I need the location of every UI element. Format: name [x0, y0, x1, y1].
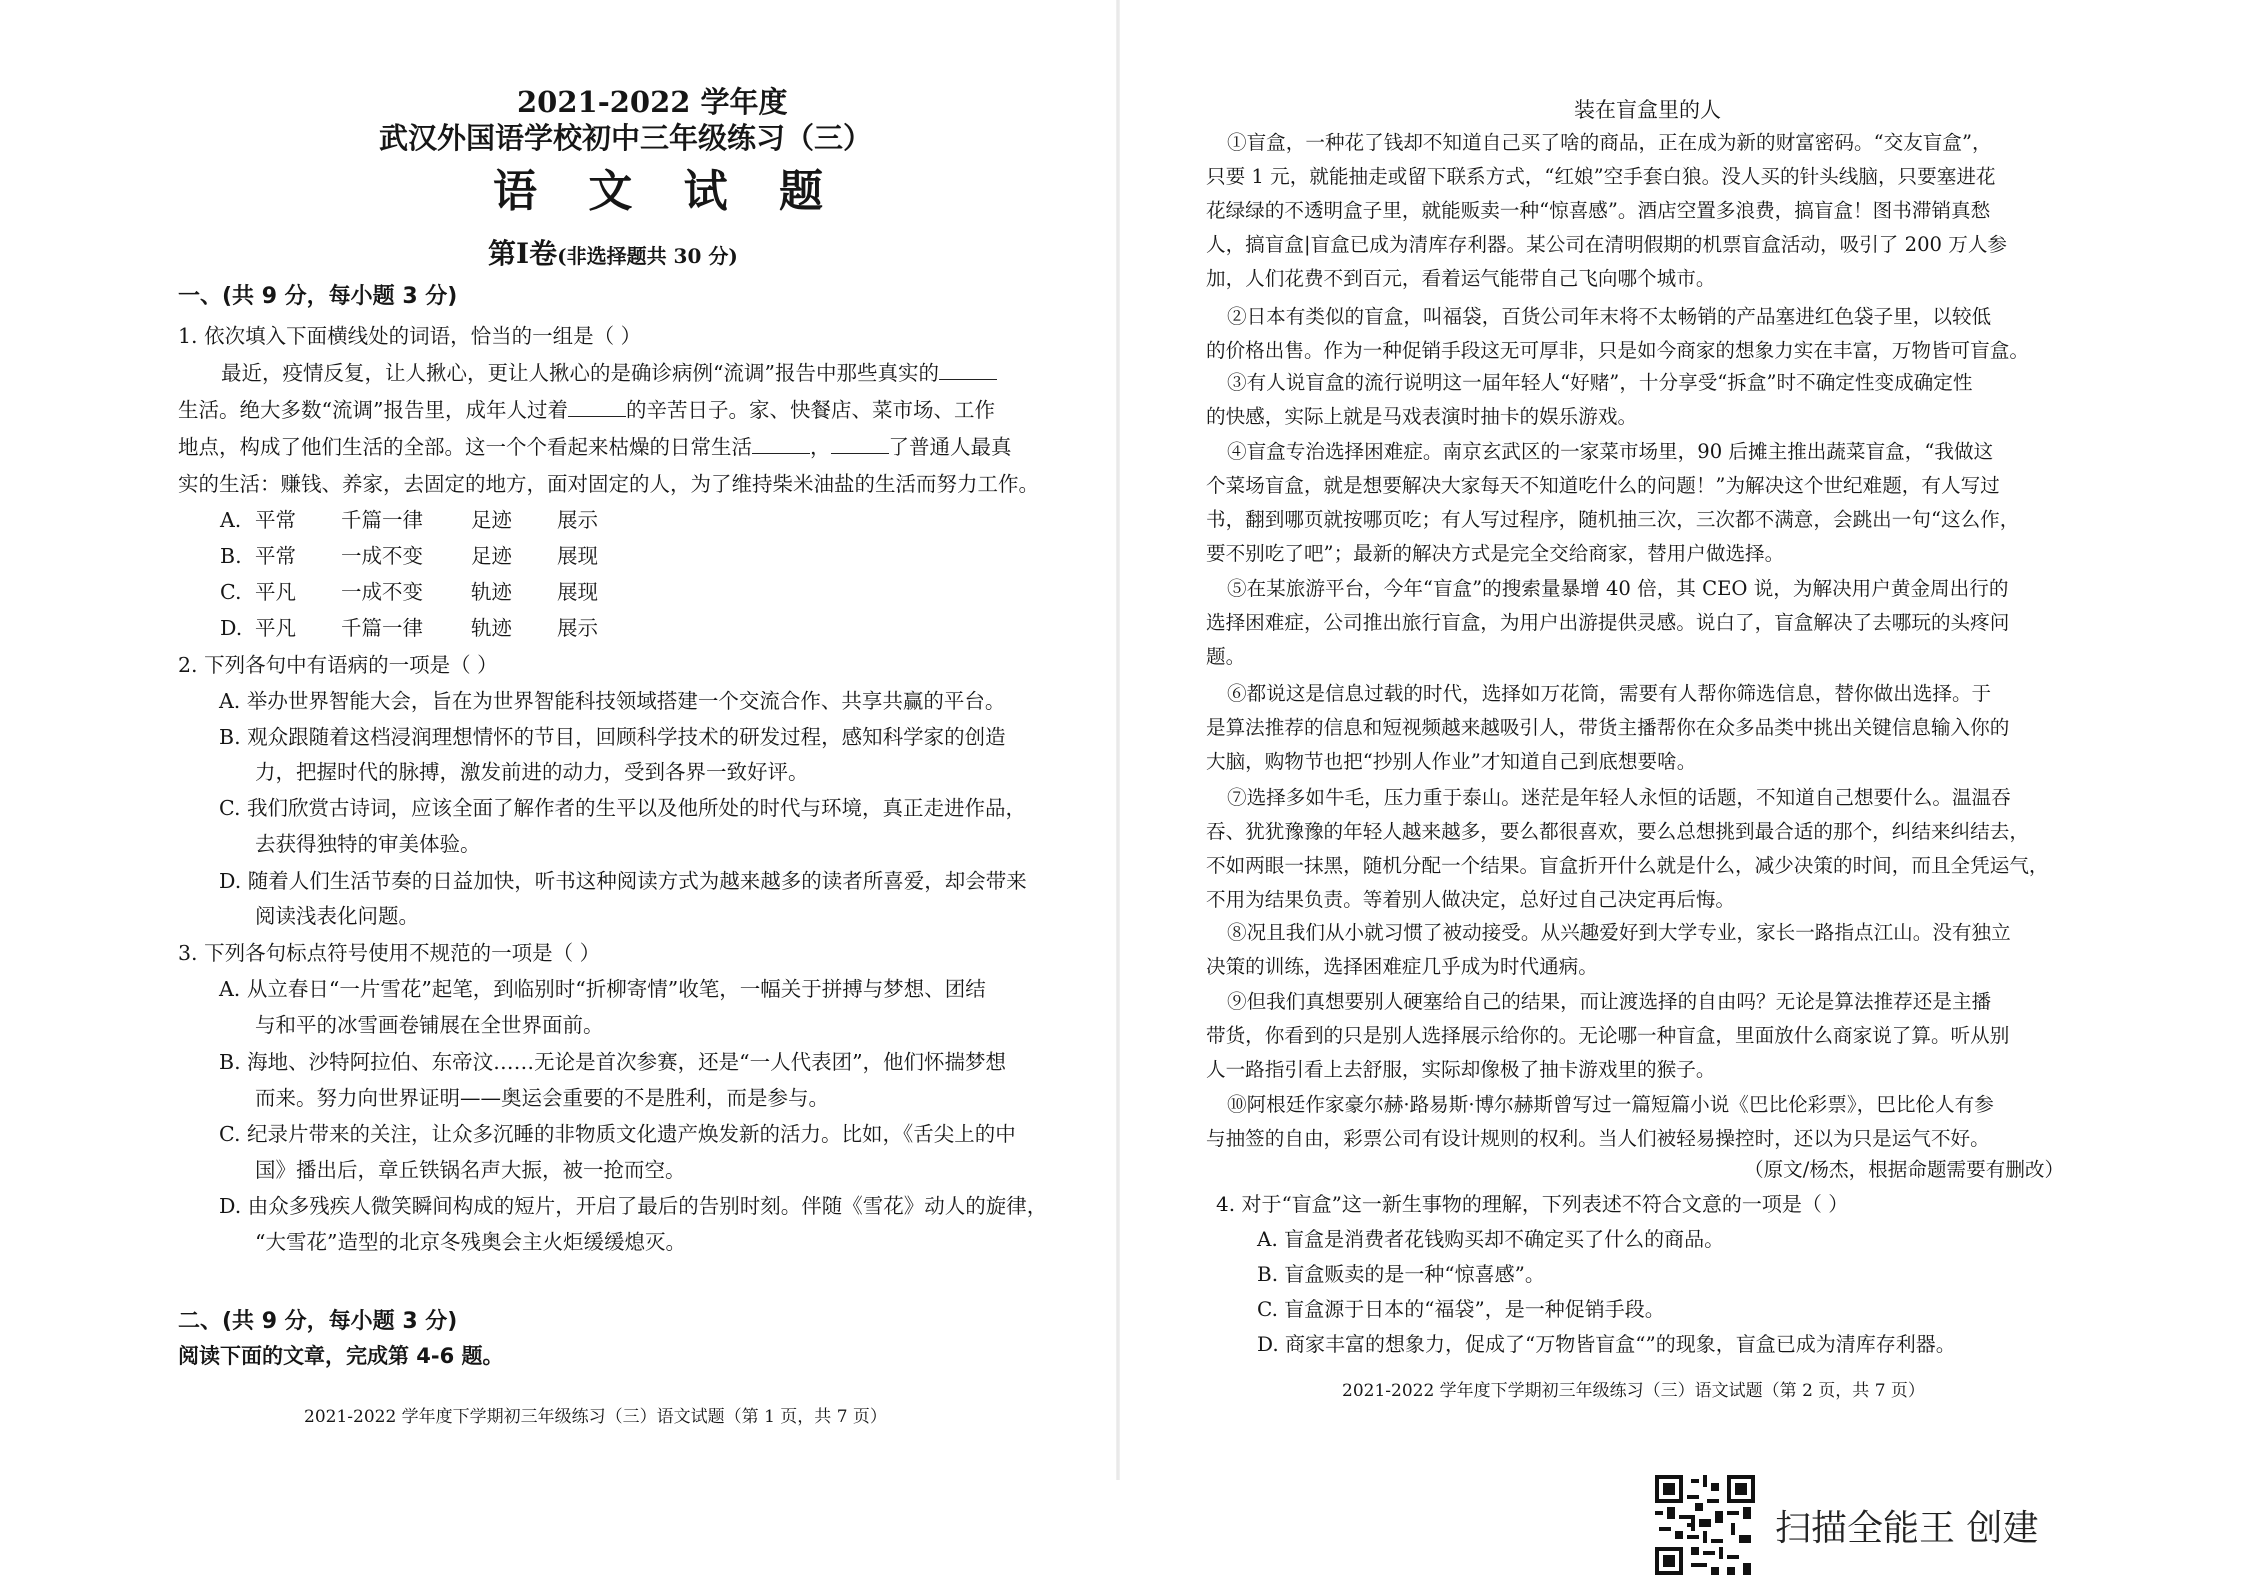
article-line: 的快感，实际上就是马戏表演时抽卡的娱乐游戏。	[1206, 405, 1638, 428]
article-line: ⑤在某旅游平台，今年“盲盒”的搜索量暴增 40 倍，其 CEO 说，为解决用户黄金周出行的	[1227, 577, 2009, 600]
article-line: 与抽签的自由，彩票公司有设计规则的权利。当人们被轻易操控时，还以为只是运气不好。	[1206, 1127, 1990, 1150]
section2-instruction: 阅读下面的文章，完成第 4-6 题。	[178, 1344, 504, 1368]
answer-blank	[831, 433, 889, 455]
article-line: 人，搞盲盒|盲盒已成为清库存利器。某公司在清明假期的机票盲盒活动，吸引了 200 万人参	[1206, 233, 2008, 256]
q1-option-a: A. 平常 千篇一律 足迹 展示	[220, 508, 598, 532]
article-line: ④盲盒专治选择困难症。南京玄武区的一家菜市场里，90 后摊主推出蔬菜盲盒，“我做这	[1227, 440, 1994, 463]
q1-passage-line1	[221, 356, 997, 386]
article-line: 吞、犹犹豫豫的年轻人越来越多，要么都很喜欢，要么总想挑到最合适的那个，纠结来纠结去，	[1206, 820, 2029, 843]
q3-option-a: A. 从立春日“一片雪花”起笔，到临别时“折柳寄情”收笔，一幅关于拼搏与梦想、团结	[219, 977, 986, 1001]
volume-title	[488, 232, 738, 272]
article-line: 只要 1 元，就能抽走或留下联系方式，“红娘”空手套白狼。没人买的针头线脑，只要塞进花	[1206, 165, 1996, 188]
scanner-watermark: 扫描全能王 创建	[1775, 1508, 2039, 1549]
q2-option-c: C. 我们欣赏古诗词，应该全面了解作者的生平以及他所处的时代与环境，真正走进作品，	[219, 796, 1026, 820]
article-line: 决策的训练，选择困难症几乎成为时代通病。	[1206, 955, 1598, 978]
article-line: 要不别吃了吧”；最新的解决方式是完全交给商家，替用户做选择。	[1206, 542, 1785, 565]
q1-passage-line3	[178, 430, 1012, 460]
article-line: 的价格出售。作为一种促销手段这无可厚非，只是如今商家的想象力实在丰富，万物皆可盲盒。	[1206, 339, 2029, 362]
q1-option-b: B. 平常 一成不变 足迹 展现	[220, 544, 598, 568]
article-line: ⑥都说这是信息过载的时代，选择如万花筒，需要有人帮你筛选信息，替你做出选择。于	[1227, 682, 1992, 705]
left-page-footer: 2021-2022 学年度下学期初三年级练习（三）语文试题（第 1 页，共 7 页）	[304, 1407, 887, 1427]
q2-option-b: B. 观众跟随着这档浸润理想情怀的节目，回顾科学技术的研发过程，感知科学家的创造	[219, 725, 1006, 749]
article-line: 人一路指引看上去舒服，实际却像极了抽卡游戏里的猴子。	[1206, 1058, 1716, 1081]
article-title: 装在盲盒里的人	[1574, 98, 1721, 122]
page-spine	[1116, 0, 1120, 1480]
article-line: 不如两眼一抹黑，随机分配一个结果。盲盒折开什么就是什么，减少决策的时间，而且全凭运气，	[1206, 854, 2049, 877]
q3-option-c: C. 纪录片带来的关注，让众多沉睡的非物质文化遗产焕发新的活力。比如，《舌尖上的中	[219, 1122, 1016, 1146]
article-source: （原文/杨杰，根据命题需要有删改）	[1744, 1158, 2065, 1181]
article-line: 个菜场盲盒，就是想要解决大家每天不知道吃什么的问题！”为解决这个世纪难题，有人写过	[1206, 474, 2000, 497]
article-line: 是算法推荐的信息和短视频越来越吸引人，带货主播帮你在众多品类中挑出关键信息输入你的	[1206, 716, 2010, 739]
q4-option-b: B. 盲盒贩卖的是一种“惊喜感”。	[1257, 1262, 1545, 1286]
q3-option-d-cont: “大雪花”造型的北京冬残奥会主火炬缓缓熄灭。	[255, 1230, 686, 1254]
q4-stem: 4. 对于“盲盒”这一新生事物的理解，下列表述不符合文意的一项是（ ）	[1216, 1192, 1849, 1216]
q2-option-c-cont: 去获得独特的审美体验。	[255, 832, 481, 856]
q1-p1a: 最近，疫情反复，让人揪心，更让人揪心的是确诊病例“流调”报告中那些真实的	[221, 361, 939, 385]
q2-stem: 2. 下列各句中有语病的一项是（ ）	[178, 653, 498, 677]
q1-p4: 实的生活：赚钱、养家，去固定的地方，面对固定的人，为了维持柴米油盐的生活而努力工作。	[178, 472, 1039, 496]
section1-title: 一、(共 9 分，每小题 3 分)	[178, 284, 458, 309]
answer-blank	[939, 359, 997, 381]
article-line: 大脑，购物节也把“抄别人作业”才知道自己到底想要啥。	[1206, 750, 1697, 773]
q2-option-b-cont: 力，把握时代的脉搏，激发前进的动力，受到各界一致好评。	[255, 760, 809, 784]
q1-p2a: 生活。绝大多数“流调”报告里，成年人过着	[178, 398, 568, 422]
q1-p3a: 地点，构成了他们生活的全部。这一个个看起来枯燥的日常生活	[178, 435, 752, 459]
q1-stem: 1. 依次填入下面横线处的词语，恰当的一组是（ ）	[178, 324, 642, 348]
article-line: 书，翻到哪页就按哪页吃；有人写过程序，随机抽三次，三次都不满意，会跳出一句“这么作，	[1206, 508, 2020, 531]
q2-option-d: D. 随着人们生活节奏的日益加快，听书这种阅读方式为越来越多的读者所喜爱，却会带来	[219, 869, 1027, 893]
volume-label: 第Ⅰ卷	[488, 237, 558, 270]
article-line: 选择困难症，公司推出旅行盲盒，为用户出游提供灵感。说白了，盲盒解决了去哪玩的头疼问	[1206, 611, 2010, 634]
q1-p3c: 了普通人最真	[888, 435, 1012, 459]
article-line: ⑩阿根廷作家豪尔赫·路易斯·博尔赫斯曾写过一篇短篇小说《巴比伦彩票》，巴比伦人有参	[1227, 1093, 1994, 1116]
q3-option-b: B. 海地、沙特阿拉伯、东帝汶……无论是首次参赛，还是“一人代表团”，他们怀揣梦想	[219, 1050, 1007, 1074]
article-line: ①盲盒，一种花了钱却不知道自己买了啥的商品，正在成为新的财富密码。“交友盲盒”，	[1227, 131, 1992, 154]
q4-option-c: C. 盲盒源于日本的“福袋”，是一种促销手段。	[1257, 1297, 1665, 1321]
q1-option-d: D. 平凡 千篇一律 轨迹 展示	[220, 616, 598, 640]
q1-p2b: 的辛苦日子。家、快餐店、菜市场、工作	[625, 398, 995, 422]
article-line: 题。	[1206, 645, 1246, 668]
article-line: ⑦选择多如牛毛，压力重于泰山。迷茫是年轻人永恒的话题，不知道自己想要什么。温温吞	[1227, 786, 2011, 809]
q4-option-a: A. 盲盒是消费者花钱购买却不确定买了什么的商品。	[1257, 1227, 1725, 1251]
q4-option-d: D. 商家丰富的想象力，促成了“万物皆盲盒“”的现象，盲盒已成为清库存利器。	[1257, 1332, 1956, 1356]
q3-option-b-cont: 而来。努力向世界证明——奥运会重要的不是胜利，而是参与。	[255, 1086, 829, 1110]
q2-option-d-cont: 阅读浅表化问题。	[255, 904, 419, 928]
article-line: 带货，你看到的只是别人选择展示给你的。无论哪一种盲盒，里面放什么商家说了算。听从别	[1206, 1024, 2010, 1047]
right-page-footer: 2021-2022 学年度下学期初三年级练习（三）语文试题（第 2 页，共 7 页）	[1342, 1381, 1925, 1401]
article-line: ⑧况且我们从小就习惯了被动接受。从兴趣爱好到大学专业，家长一路指点江山。没有独立	[1227, 921, 2011, 944]
q1-p3b: ，	[810, 435, 831, 459]
article-line: 不用为结果负责。等着别人做决定，总好过自己决定再后悔。	[1206, 888, 1736, 911]
answer-blank	[568, 396, 626, 418]
q3-option-d: D. 由众多残疾人微笑瞬间构成的短片，开启了最后的告别时刻。伴随《雪花》动人的旋律，	[219, 1194, 1048, 1218]
article-line: 花绿绿的不透明盒子里，就能贩卖一种“惊喜感”。酒店空置多浪费，搞盲盒！图书滞销真愁	[1206, 199, 1991, 222]
q1-passage-line2	[178, 393, 995, 423]
section2-title: 二、(共 9 分，每小题 3 分)	[178, 1309, 458, 1334]
q2-option-a: A. 举办世界智能大会，旨在为世界智能科技领域搭建一个交流合作、共享共赢的平台。	[219, 689, 1006, 713]
qr-code-icon	[1655, 1475, 1755, 1575]
article-line: ③有人说盲盒的流行说明这一届年轻人“好赌”，十分享受“拆盒”时不确定性变成确定性	[1227, 371, 1973, 394]
article-line: 加，人们花费不到百元，看着运气能带自己飞向哪个城市。	[1206, 267, 1716, 290]
q3-option-c-cont: 国》播出后，章丘铁锅名声大振，被一抢而空。	[255, 1158, 686, 1182]
school-title: 武汉外国语学校初中三年级练习（三）	[379, 121, 873, 155]
q3-stem: 3. 下列各句标点符号使用不规范的一项是（ ）	[178, 941, 601, 965]
article-line: ②日本有类似的盲盒，叫福袋，百货公司年末将不太畅销的产品塞进红色袋子里，以较低	[1227, 305, 1992, 328]
q1-option-c: C. 平凡 一成不变 轨迹 展现	[220, 580, 598, 604]
subject-title: 语 文 试 题	[493, 166, 841, 217]
volume-note: (非选择题共 30 分)	[557, 244, 738, 268]
answer-blank	[752, 433, 810, 455]
article-line: ⑨但我们真想要别人硬塞给自己的结果，而让渡选择的自由吗？无论是算法推荐还是主播	[1227, 990, 1992, 1013]
q3-option-a-cont: 与和平的冰雪画卷铺展在全世界面前。	[255, 1013, 604, 1037]
exam-year: 2021-2022 学年度	[517, 85, 788, 119]
